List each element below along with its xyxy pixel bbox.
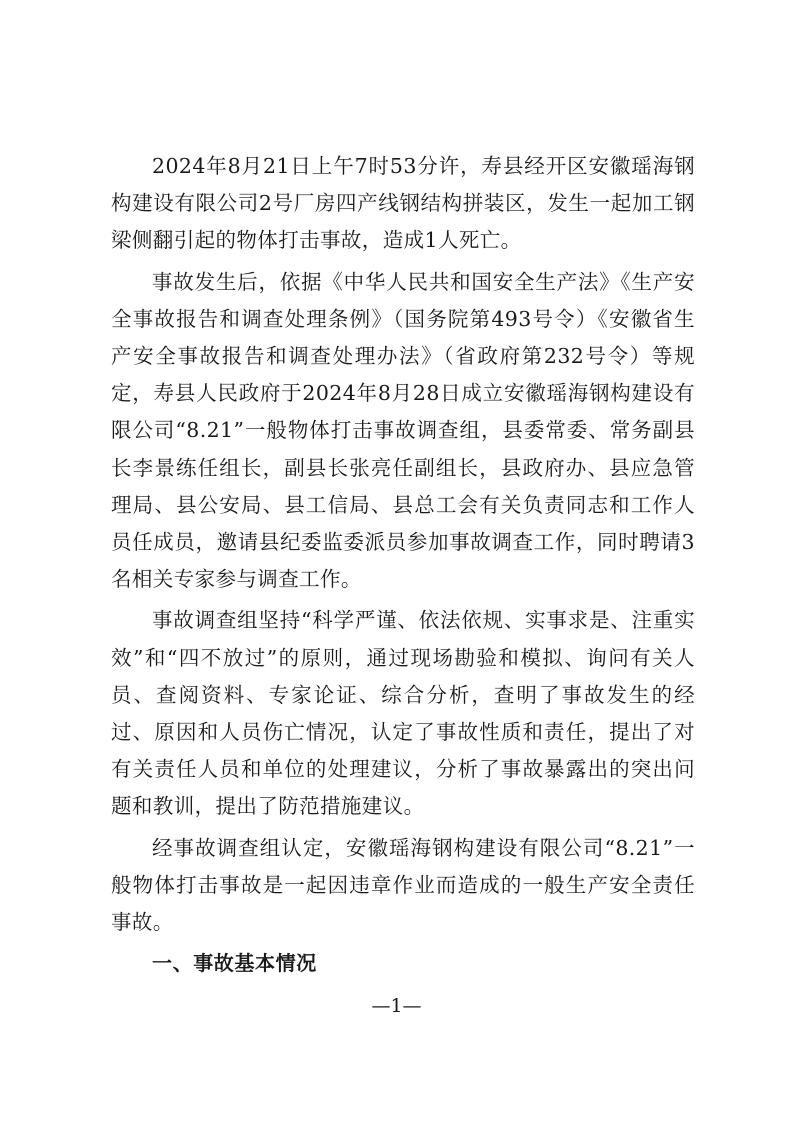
paragraph-investigation-principles: 事故调查组坚持“科学严谨、依法依规、实事求是、注重实效”和“四不放过”的原则，通过现场勘验和模拟、询问有关人员、查阅资料、专家论证、综合分析，查明了事故发生的经过、原因和人员伤亡情况，认定了事故性质和责任，提出了对有关责任人员和单位的处理建议，分析了事故暴露出的突出问题和教训，提出了防范措施建议。	[111, 608, 695, 819]
paragraph-investigation-team: 事故发生后，依据《中华人民共和国安全生产法》《生产安全事故报告和调查处理条例》（国务院第493号令）《安徽省生产安全事故报告和调查处理办法》（省政府第232号令）等规定，寿县人民政府于2024年8月28日成立安徽瑶海钢构建设有限公司“8.21”一般物体打击事故调查组，县委常委、常务副县长李景练任组长，副县长张亮任副组长，县政府办、县应急管理局、县公安局、县工信局、县总工会有关负责同志和工作人员任成员，邀请县纪委监委派员参加事故调查工作，同时聘请3名相关专家参与调查工作。	[111, 269, 695, 592]
paragraph-incident-summary: 2024年8月21日上午7时53分许，寿县经开区安徽瑶海钢构建设有限公司2号厂房四产线钢结构拼装区，发生一起加工钢梁侧翻引起的物体打击事故，造成1人死亡。	[111, 154, 695, 253]
page-number: —1—	[371, 995, 422, 1017]
section-heading: 一、事故基本情况	[152, 951, 317, 976]
paragraph-conclusion: 经事故调查组认定，安徽瑶海钢构建设有限公司“8.21”一般物体打击事故是一起因违章作业而造成的一般生产安全责任事故。	[111, 835, 695, 935]
document-body	[111, 148, 695, 982]
